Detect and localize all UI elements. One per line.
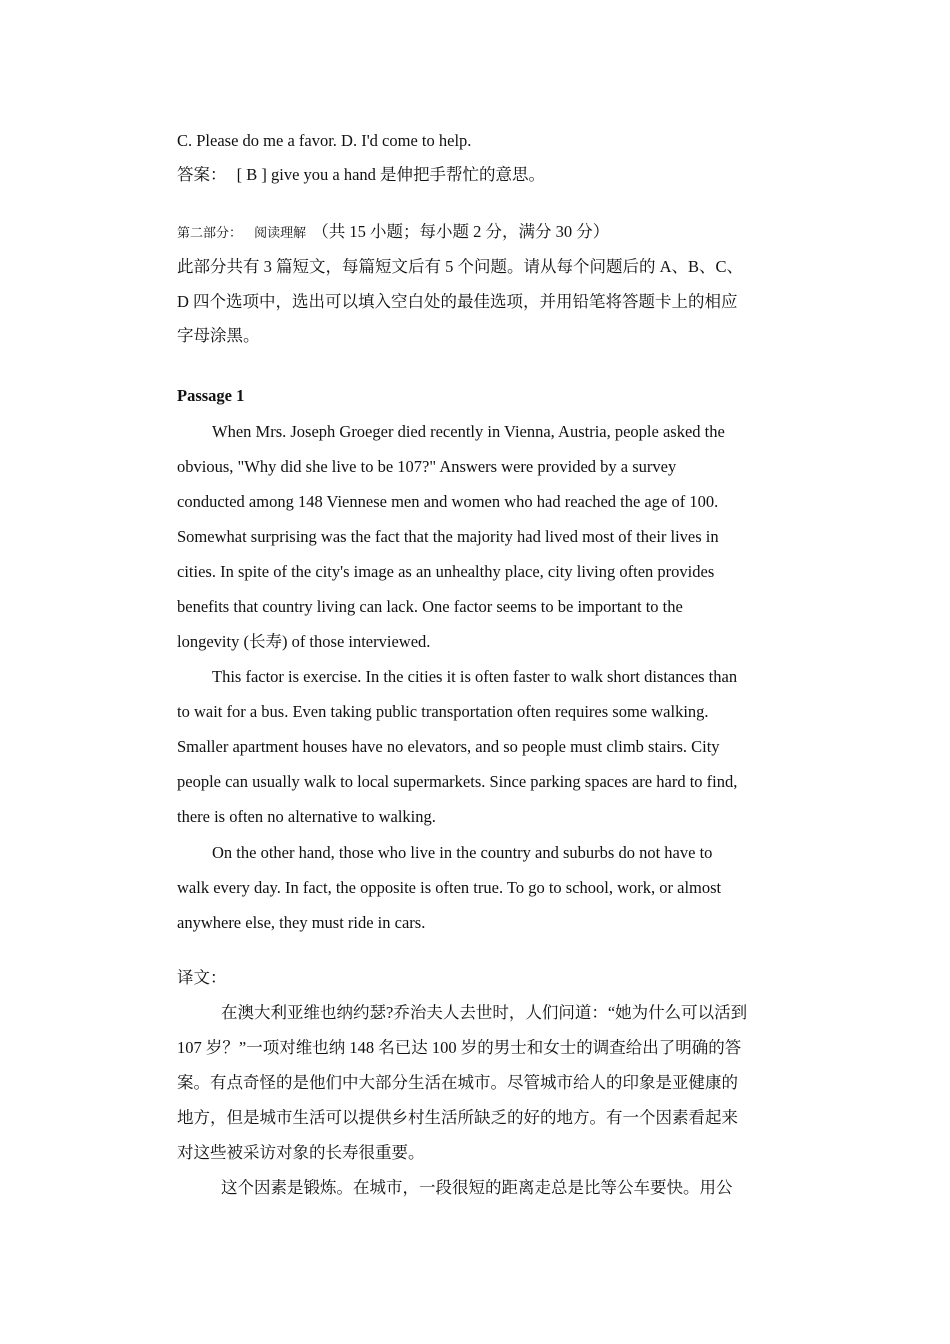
part-name: 阅读理解 xyxy=(254,225,307,240)
passage-line: Smaller apartment houses have no elevators, and so people must climb stairs. City xyxy=(177,737,720,756)
passage-line: anywhere else, they must ride in cars. xyxy=(177,913,426,932)
answer-label: 答案： xyxy=(177,165,227,184)
passage-line: longevity (长寿) of those interviewed. xyxy=(177,632,431,651)
passage-line: This factor is exercise. In the cities it is often faster to walk short distances than xyxy=(212,667,738,686)
instruction-line: D 四个选项中，选出可以填入空白处的最佳选项，并用铅笔将答题卡上的相应 xyxy=(177,292,738,311)
answer-line xyxy=(177,164,777,186)
passage-line: walk every day. In fact, the opposite is often true. To go to school, work, or almost xyxy=(177,878,722,897)
option-line: C. Please do me a favor. D. I'd come to help. xyxy=(177,131,472,150)
passage-line: obvious, "Why did she live to be 107?" Answers were provided by a survey xyxy=(177,457,677,476)
answer-text: [ B ] give you a hand 是伸把手帮忙的意思。 xyxy=(236,165,546,184)
translation-line: 对这些被采访对象的长寿很重要。 xyxy=(177,1143,425,1162)
translation-line: 这个因素是锻炼。在城市，一段很短的距离走总是比等公车要快。用公 xyxy=(221,1178,733,1197)
passage-line: to wait for a bus. Even taking public transportation often requires some walking. xyxy=(177,702,709,721)
instruction-line: 字母涂黑。 xyxy=(177,326,260,345)
translation-line: 地方，但是城市生活可以提供乡村生活所缺乏的好的地方。有一个因素看起来 xyxy=(177,1108,738,1127)
passage-line: there is often no alternative to walking. xyxy=(177,807,436,826)
passage-line: When Mrs. Joseph Groeger died recently in Vienna, Austria, people asked the xyxy=(212,422,725,441)
passage-line: conducted among 148 Viennese men and women who had reached the age of 100. xyxy=(177,492,719,511)
instruction-line: 此部分共有 3 篇短文，每篇短文后有 5 个问题。请从每个问题后的 A、B、C、 xyxy=(177,257,744,276)
scoring-text: （共 15 小题；每小题 2 分，满分 30 分） xyxy=(312,222,610,241)
passage-title: Passage 1 xyxy=(177,386,245,405)
translation-line: 案。有点奇怪的是他们中大部分生活在城市。尽管城市给人的印象是亚健康的 xyxy=(177,1073,738,1092)
translation-line: 107 岁？”一项对维也纳 148 名已达 100 岁的男士和女士的调查给出了明确的答 xyxy=(177,1038,742,1057)
passage-line: cities. In spite of the city's image as an unhealthy place, city living often provides xyxy=(177,562,715,581)
translation-label: 译文： xyxy=(177,968,227,987)
passage-line: people can usually walk to local supermarkets. Since parking spaces are hard to find, xyxy=(177,772,738,791)
passage-line: Somewhat surprising was the fact that the majority had lived most of their lives in xyxy=(177,527,719,546)
passage-line: benefits that country living can lack. One factor seems to be important to the xyxy=(177,597,683,616)
part-label: 第二部分： xyxy=(177,225,243,240)
section-header xyxy=(177,221,777,244)
translation-line: 在澳大利亚维也纳约瑟?乔治夫人去世时，人们问道：“她为什么可以活到 xyxy=(221,1003,748,1022)
passage-line: On the other hand, those who live in the country and suburbs do not have to xyxy=(212,843,713,862)
